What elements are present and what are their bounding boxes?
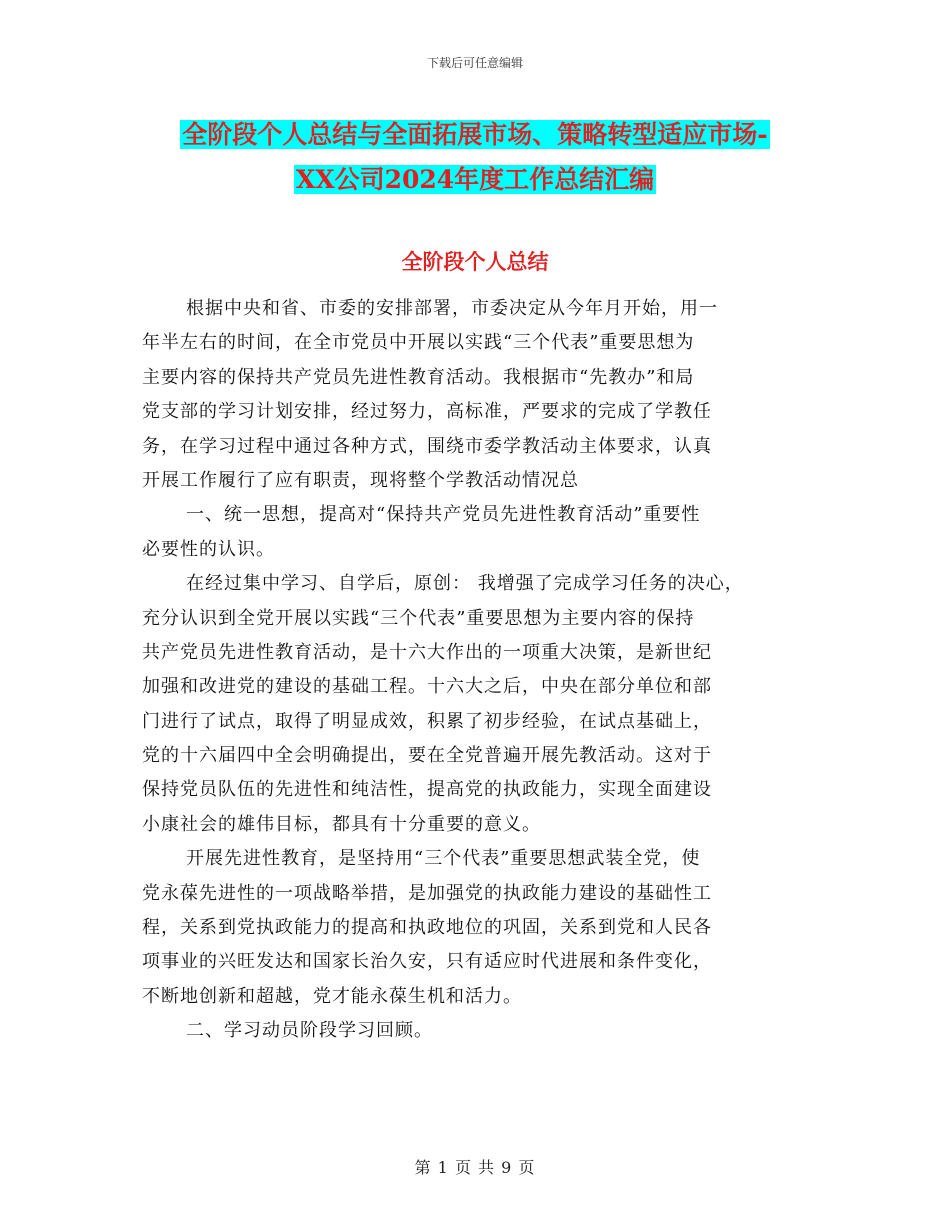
body-line: 必要性的认识。 <box>142 538 275 560</box>
body-line: 不断地创新和超越，党才能永葆生机和活力。 <box>142 985 522 1007</box>
body-line: 保持党员队伍的先进性和纯洁性，提高党的执政能力，实现全面建设 <box>142 779 712 801</box>
body-line: 党支部的学习计划安排，经过努力，高标准，严要求的完成了学教任 <box>142 401 712 423</box>
body-line: 共产党员先进性教育活动，是十六大作出的一项重大决策，是新世纪 <box>142 641 712 663</box>
body-line: 开展先进性教育，是坚持用“三个代表”重要思想武装全党，使 <box>186 848 701 870</box>
body-line: 在经过集中学习、自学后，原创： 我增强了完成学习任务的决心， <box>186 573 744 595</box>
body-line: 务，在学习过程中通过各种方式，围绕市委学教活动主体要求，认真 <box>142 435 712 457</box>
document-title-line-2: XX公司2024年度工作总结汇编 <box>295 165 655 194</box>
body-line: 二、学习动员阶段学习回顾。 <box>186 1020 433 1042</box>
body-line: 党的十六届四中全会明确提出，要在全党普遍开展先教活动。这对于 <box>142 745 712 767</box>
body-line: 项事业的兴旺发达和国家长治久安，只有适应时代进展和条件变化， <box>142 951 712 973</box>
document-title <box>120 112 830 202</box>
body-line: 年半左右的时间，在全市党员中开展以实践“三个代表”重要思想为 <box>142 332 695 354</box>
body-text <box>142 292 807 1049</box>
section-title: 全阶段个人总结 <box>401 249 549 274</box>
body-line: 门进行了试点，取得了明显成效，积累了初步经验，在试点基础上， <box>142 710 712 732</box>
header-note: 下载后可任意编辑 <box>426 56 523 70</box>
body-line: 根据中央和省、市委的安排部署，市委决定从今年月开始，用一 <box>186 298 718 319</box>
document-title-line-1: 全阶段个人总结与全面拓展市场、策略转型适应市场- <box>182 120 768 149</box>
body-line: 程，关系到党执政能力的提高和执政地位的巩固，关系到党和人民各 <box>142 917 712 939</box>
body-line: 充分认识到全党开展以实践“三个代表”重要思想为主要内容的保持 <box>142 607 695 629</box>
body-line: 开展工作履行了应有职责，现将整个学教活动情况总 <box>142 469 579 491</box>
body-line: 小康社会的雄伟目标，都具有十分重要的意义。 <box>142 813 541 835</box>
body-line: 党永葆先进性的一项战略举措，是加强党的执政能力建设的基础性工 <box>142 882 712 904</box>
body-line: 主要内容的保持共产党员先进性教育活动。我根据市“先教办”和局 <box>142 366 695 388</box>
body-line: 一、统一思想，提高对“保持共产党员先进性教育活动”重要性 <box>186 504 701 526</box>
page-footer: 第 1 页 共 9 页 <box>414 1158 536 1177</box>
body-line: 加强和改进党的建设的基础工程。十六大之后，中央在部分单位和部 <box>142 676 712 698</box>
